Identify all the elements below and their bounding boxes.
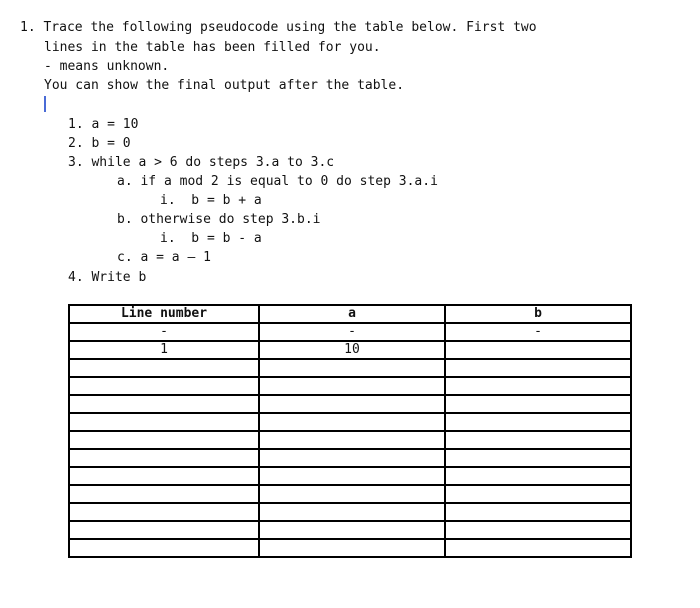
table-cell[interactable] (259, 467, 445, 485)
table-cell[interactable] (69, 359, 259, 377)
table-cell[interactable] (445, 449, 631, 467)
table-cell[interactable] (445, 503, 631, 521)
table-cell[interactable] (445, 377, 631, 395)
table-row (69, 341, 631, 359)
trace-table (68, 304, 632, 558)
table-cell[interactable] (69, 377, 259, 395)
pseudocode-line: i. b = b - a (160, 231, 262, 246)
table-cell[interactable]: - (445, 323, 631, 341)
table-cell[interactable] (69, 431, 259, 449)
table-cell[interactable] (259, 539, 445, 557)
table-cell[interactable] (259, 413, 445, 431)
table-cell[interactable] (445, 485, 631, 503)
header-line-number: Line number (69, 305, 259, 323)
table-cell[interactable]: - (69, 323, 259, 341)
table-row (69, 485, 631, 503)
table-cell[interactable] (259, 377, 445, 395)
table-cell[interactable]: - (259, 323, 445, 341)
table-row (69, 395, 631, 413)
table-row (69, 431, 631, 449)
pseudocode-line: 4. Write b (68, 270, 147, 285)
table-cell[interactable] (69, 539, 259, 557)
table-cell[interactable] (445, 521, 631, 539)
table-cell[interactable] (445, 413, 631, 431)
table-cell[interactable] (259, 503, 445, 521)
table-row (69, 323, 631, 341)
table-cell[interactable] (445, 539, 631, 557)
header-b: b (445, 305, 631, 323)
question-line-4: You can show the final output after the table. (44, 78, 405, 93)
table-cell[interactable] (445, 431, 631, 449)
pseudocode-line: 1. a = 10 (68, 117, 139, 132)
table-row (69, 503, 631, 521)
pseudocode-line: c. a = a – 1 (117, 250, 211, 265)
table-cell[interactable] (445, 359, 631, 377)
table-cell[interactable] (259, 431, 445, 449)
table-row (69, 539, 631, 557)
question-line-2: lines in the table has been filled for you. (44, 40, 381, 55)
table-cell[interactable] (259, 359, 445, 377)
table-cell[interactable] (69, 413, 259, 431)
table-cell[interactable] (259, 521, 445, 539)
table-row (69, 359, 631, 377)
pseudocode-line: a. if a mod 2 is equal to 0 do step 3.a.i (117, 174, 438, 189)
table-cell[interactable] (69, 503, 259, 521)
table-row (69, 413, 631, 431)
table-cell[interactable] (69, 467, 259, 485)
table-cell[interactable] (259, 449, 445, 467)
pseudocode-line: 2. b = 0 (68, 136, 131, 151)
table-cell[interactable] (69, 485, 259, 503)
table-cell[interactable] (69, 449, 259, 467)
table-cell[interactable] (445, 395, 631, 413)
question-line-1: 1. Trace the following pseudocode using the table below. First two (20, 20, 537, 35)
table-cell[interactable] (259, 485, 445, 503)
pseudocode-line: i. b = b + a (160, 193, 262, 208)
question-line-3: - means unknown. (44, 59, 170, 74)
table-header-row (69, 305, 631, 323)
table-row (69, 467, 631, 485)
table-row (69, 377, 631, 395)
table-cell[interactable] (259, 395, 445, 413)
table-cell[interactable]: 10 (259, 341, 445, 359)
table-cell[interactable] (445, 467, 631, 485)
table-row (69, 449, 631, 467)
pseudocode-line: 3. while a > 6 do steps 3.a to 3.c (68, 155, 335, 170)
table-cell[interactable]: 1 (69, 341, 259, 359)
text-cursor[interactable] (44, 96, 46, 112)
table-row (69, 521, 631, 539)
table-cell[interactable] (445, 341, 631, 359)
pseudocode-line: b. otherwise do step 3.b.i (117, 212, 321, 227)
header-a: a (259, 305, 445, 323)
table-cell[interactable] (69, 395, 259, 413)
table-cell[interactable] (69, 521, 259, 539)
